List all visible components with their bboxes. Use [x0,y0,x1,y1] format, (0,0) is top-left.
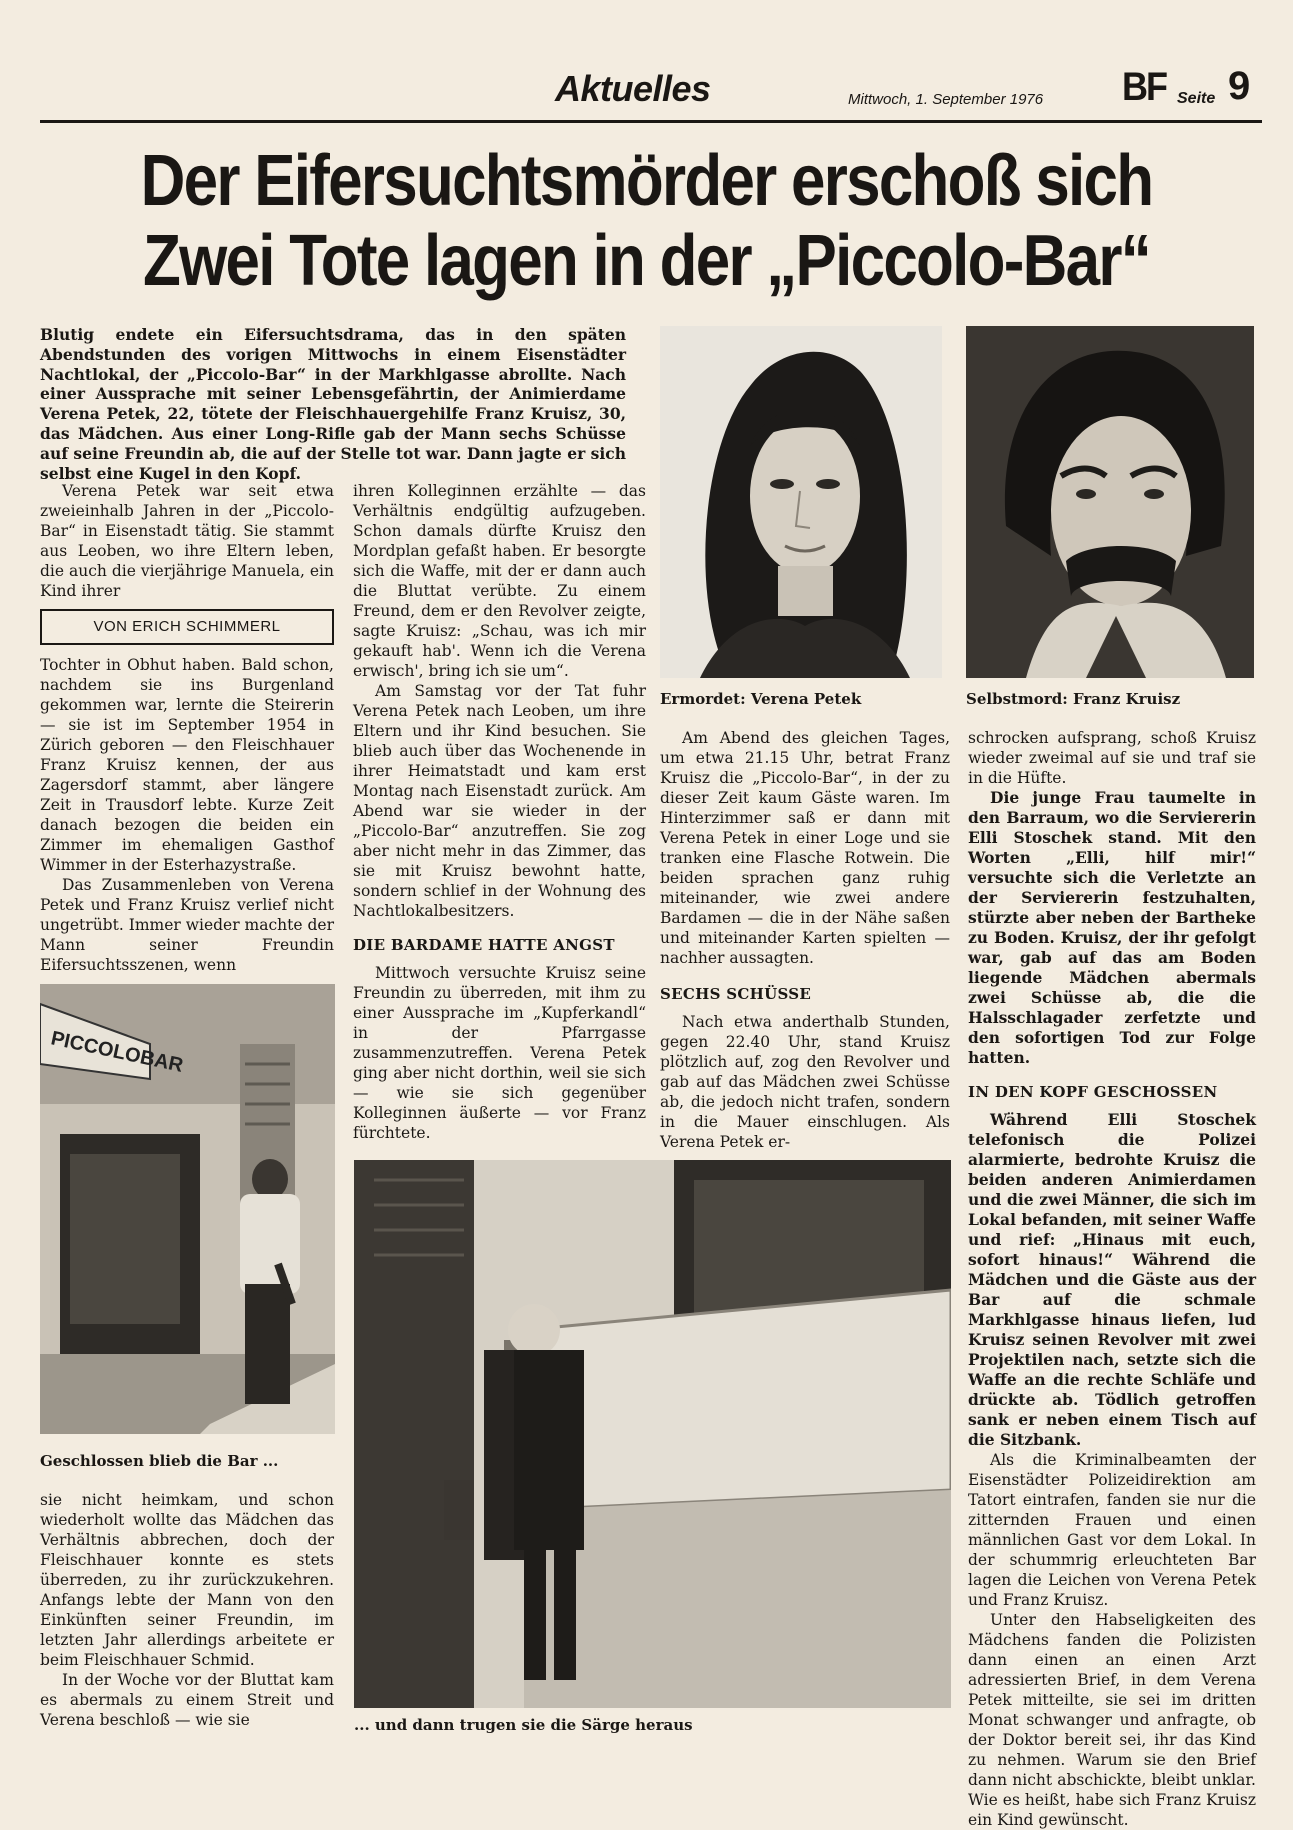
photo-franz-kruisz [966,326,1254,678]
col3-paragraph-1: Am Abend des gleichen Tages, um etwa 21.15 Uhr, betrat Franz Kruisz die „Piccolo-Bar“, in der zu dieser Zeit kaum Gäste waren. Im Hinterzimmer saß er dann mit Verena Petek in einer Loge und sie tranken eine Flasche Rotwein. Die beiden sprachen ganz ruhig miteinander, wie zwei andere Bardamen — die in der Nähe saßen und miteinander Karten spielten — nachher aussagten. [660,729,950,967]
column-3 [660,728,950,1152]
col1-paragraph-4: sie nicht heimkam, und schon wiederholt wollte das Mädchen das Verhältnis abbrechen, doch der Fleischhauer konnte es stets überreden, zu ihr zurückzukehren. Anfangs lebte der Mann von den Einkünften seiner Freundin, im letzten Jahr allerdings arbeitete er beim Fleischhauer Schmid. [40,1491,334,1669]
col4-paragraph-5: Unter den Habseligkeiten des Mädchens fanden die Polizisten dann einen an einen Arzt adressierten Brief, in dem Verena Petek mitteilte, sie sei im dritten Monat schwanger und anfragte, ob der Doktor bereit sei, ihr das Kind zu nehmen. Warum sie den Brief dann nicht abschickte, bleibt unklar. Wie es heißt, habe sich Franz Kruisz ein Kind gewünscht. [968,1611,1256,1829]
col4-paragraph-1: schrocken aufsprang, schoß Kruisz wieder zweimal auf sie und traf sie in die Hüfte. [968,729,1256,787]
column-1-bottom [40,1490,334,1730]
caption-bar-closed: Geschlossen blieb die Bar ... [40,1452,279,1470]
column-4 [968,728,1256,1830]
page-number: 9 [1228,64,1251,108]
col2-paragraph-1: ihren Kolleginnen erzählte — das Verhältnis endgültig aufzugeben. Schon damals dürfte Kruisz den Mordplan gefaßt haben. Er besorgte sich die Waffe, mit der er dann auch die Bluttat verübte. Zu einem Freund, dem er den Revolver zeigte, sagte Kruisz: „Schau, was ich mir gekauft hab'. Wenn ich die Verena erwisch', bring ich sie um“. [353,482,646,680]
col4-paragraph-3: Während Elli Stoschek telefonisch die Polizei alarmierte, bedrohte Kruisz die beiden anderen Animierdamen und die zwei Männer, die sich im Lokal befanden, mit seiner Waffe und rief: „Hinaus mit euch, sofort hinaus!“ Während die Mädchen und die Gäste aus der Bar auf die schmale Markhlgasse hinaus liefen, lud Kruisz seinen Revolver mit zwei Projektilen nach, setzte sich die Waffe an die rechte Schläfe und drückte ab. Tödlich getroffen sank er neben einem Tisch auf die Sitzbank. [968,1110,1256,1449]
col2-paragraph-3: Mittwoch versuchte Kruisz seine Freundin zu überreden, mit ihm zu einer Aussprache im „Kupferkandl“ in der Pfarrgasse zusammenzutreffen. Verena Petek ging aber nicht dorthin, weil sie sich — wie sie sich gegenüber Kolleginnen äußerte — vor Franz fürchtete. [353,964,646,1142]
photo-bar-exterior [40,984,335,1434]
col1-paragraph-3: Das Zusammenleben von Verena Petek und Franz Kruisz verlief nicht ungetrübt. Immer wieder machte der Mann seiner Freundin Eifersuchtsszenen, wenn [40,876,334,974]
col2-paragraph-2: Am Samstag vor der Tat fuhr Verena Petek nach Leoben, um ihre Eltern und ihr Kind besuchen. Sie blieb auch über das Wochenende in ihrer Heimatstadt und kam erst Montag nach Eisenstadt zurück. Am Abend war sie wieder in der „Piccolo-Bar“ anzutreffen. Sie zog aber nicht mehr in das Zimmer, das sie mit Kruisz bewohnt hatte, sondern schlief in der Wohnung des Nachtlokalbesitzers. [353,682,646,920]
col4-paragraph-4: Als die Kriminalbeamten der Eisenstädter Polizeidirektion am Tatort eintrafen, fanden sie nur die zitternden Frauen und einen männlichen Gast vor dem Lokal. In der schummrig erleuchteten Bar lagen die Leichen von Verena Petek und Franz Kruisz. [968,1451,1256,1609]
col2-subhead: DIE BARDAME HATTE ANGST [353,936,615,954]
lead-paragraph: Blutig endete ein Eifersuchtsdrama, das in den späten Abendstunden des vorigen Mittwochs in einem Eisenstädter Nachtlokal, der „Piccolo-Bar“ in der Markhlgasse abrollte. Nach einer Aussprache mit seiner Lebensgefährtin, der Animierdame Verena Petek, 22, tötete der Fleischhauergehilfe Franz Kruisz, 30, das Mädchen. Aus einer Long-Rifle gab der Mann sechs Schüsse auf seine Freundin ab, die auf der Stelle tot war. Dann jagte er sich selbst eine Kugel in den Kopf. [40,325,626,483]
issue-date: Mittwoch, 1. September 1976 [848,91,1044,108]
col3-paragraph-2: Nach etwa anderthalb Stunden, gegen 22.40 Uhr, stand Kruisz plötzlich auf, zog den Revolver und gab auf das Mädchen zwei Schüsse ab, die jedoch nicht trafen, sondern in die Mauer einschlugen. Als Verena Petek er- [660,1013,950,1151]
col1-paragraph-1: Verena Petek war seit etwa zweieinhalb Jahren in der „Piccolo-Bar“ in Eisenstadt tätig. Sie stammt aus Leoben, wo ihre Eltern leben, die auch die vierjährige Manuela, ein Kind ihrer [40,482,334,600]
section-title: Aktuelles [555,68,711,109]
caption-bottom-photo: ... und dann trugen sie die Särge heraus [354,1716,693,1734]
col4-subhead: IN DEN KOPF GESCHOSSEN [968,1083,1218,1101]
col4-paragraph-2: Die junge Frau taumelte in den Barraum, wo die Serviererin Elli Stoschek stand. Mit den Worten „Elli, hilf mir!“ versuchte sich die Verletzte an der Serviererin festzuhalten, stürzte aber neben der Bartheke zu Boden. Kruisz, der ihr gefolgt war, gab auf das am Boden liegende Mädchen abermals zwei Schüsse ab, die die Halsschlagader zerfetzte und den sofortigen Tod zur Folge hatten. [968,788,1256,1067]
masthead-rule [40,120,1262,123]
headline-line-1: Der Eifersuchtsmörder erschoß sich [140,141,1153,221]
caption-photo-perpetrator: Selbstmord: Franz Kruisz [966,690,1181,708]
column-1 [40,481,334,975]
headline-line-2: Zwei Tote lagen in der „Piccolo-Bar“ [143,221,1150,301]
newspaper-logo: BF [1122,63,1166,109]
column-2 [353,481,646,1143]
col1-paragraph-5: In der Woche vor der Bluttat kam es abermals zu einem Streit und Verena beschloß — wie sie [40,1671,334,1729]
col3-subhead: SECHS SCHÜSSE [660,985,812,1003]
caption-photo-victim: Ermordet: Verena Petek [660,690,862,708]
col1-paragraph-2: Tochter in Obhut haben. Bald schon, nachdem sie ins Burgenland gekommen war, lernte die Steirerin — sie ist im September 1954 in Zürich geboren — den Fleischhauer Franz Kruisz kennen, der aus Zagersdorf stammt, aber längere Zeit in Trausdorf lebte. Kurze Zeit danach bezogen die beiden ein Zimmer im ehemaligen Gasthof Wimmer in der Esterhazystraße. [40,656,334,874]
author-byline: VON ERICH SCHIMMERL [40,609,334,645]
photo-verena-petek [660,326,942,678]
photo-coffins-carried-out [354,1160,951,1708]
page-label: Seite [1177,90,1216,107]
bar-sign-text: PICCOLOBAR [48,1027,186,1077]
